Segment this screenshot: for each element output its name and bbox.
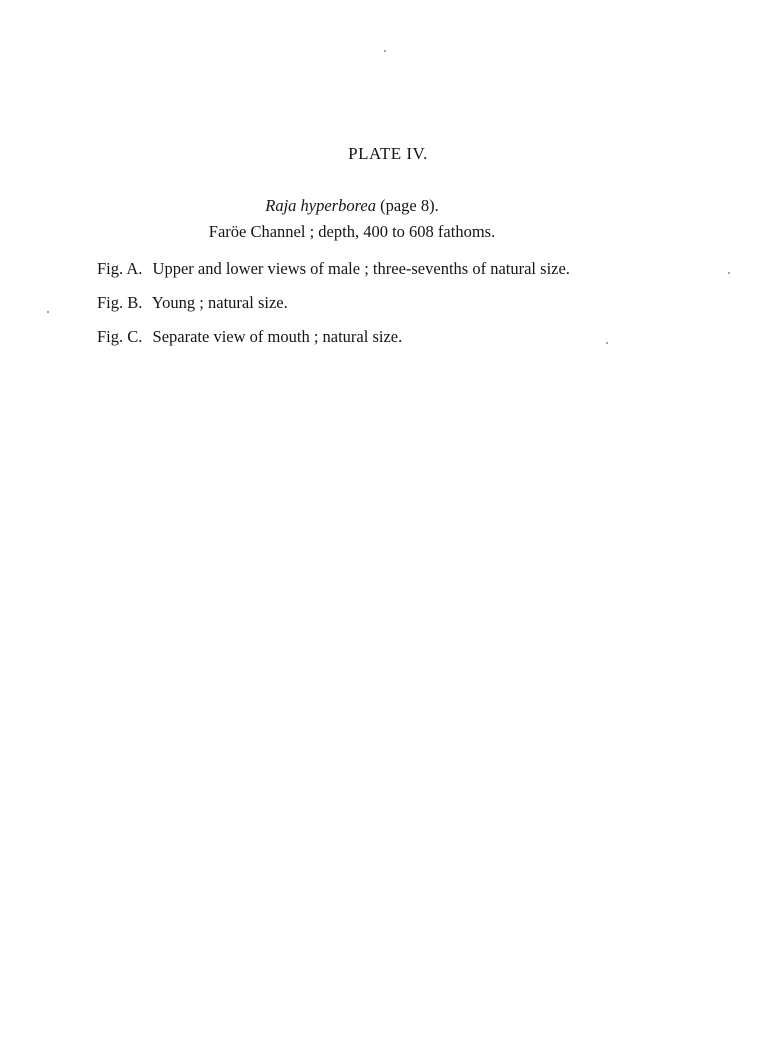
figure-item-a <box>97 259 737 278</box>
scan-speck <box>47 311 49 313</box>
figure-item-c <box>97 327 737 346</box>
scan-speck <box>728 272 730 274</box>
species-line <box>0 196 704 216</box>
figure-label: Fig. A. <box>97 259 143 278</box>
species-page-reference: (page 8). <box>380 196 439 215</box>
figure-description: Upper and lower views of male ; three-sevenths of natural size. <box>152 259 570 278</box>
figure-label: Fig. C. <box>97 327 143 346</box>
figure-description: Separate view of mouth ; natural size. <box>152 327 403 346</box>
plate-title: PLATE IV. <box>348 144 428 163</box>
figure-label: Fig. B. <box>97 293 143 312</box>
figure-item-b <box>97 293 737 312</box>
scan-speck <box>384 50 386 52</box>
locality-line: Faröe Channel ; depth, 400 to 608 fathoms. <box>208 222 496 241</box>
figure-description: Young ; natural size. <box>151 293 288 312</box>
species-name: Raja hyperborea <box>265 196 376 215</box>
scan-speck <box>606 342 608 344</box>
figure-list <box>97 259 737 361</box>
